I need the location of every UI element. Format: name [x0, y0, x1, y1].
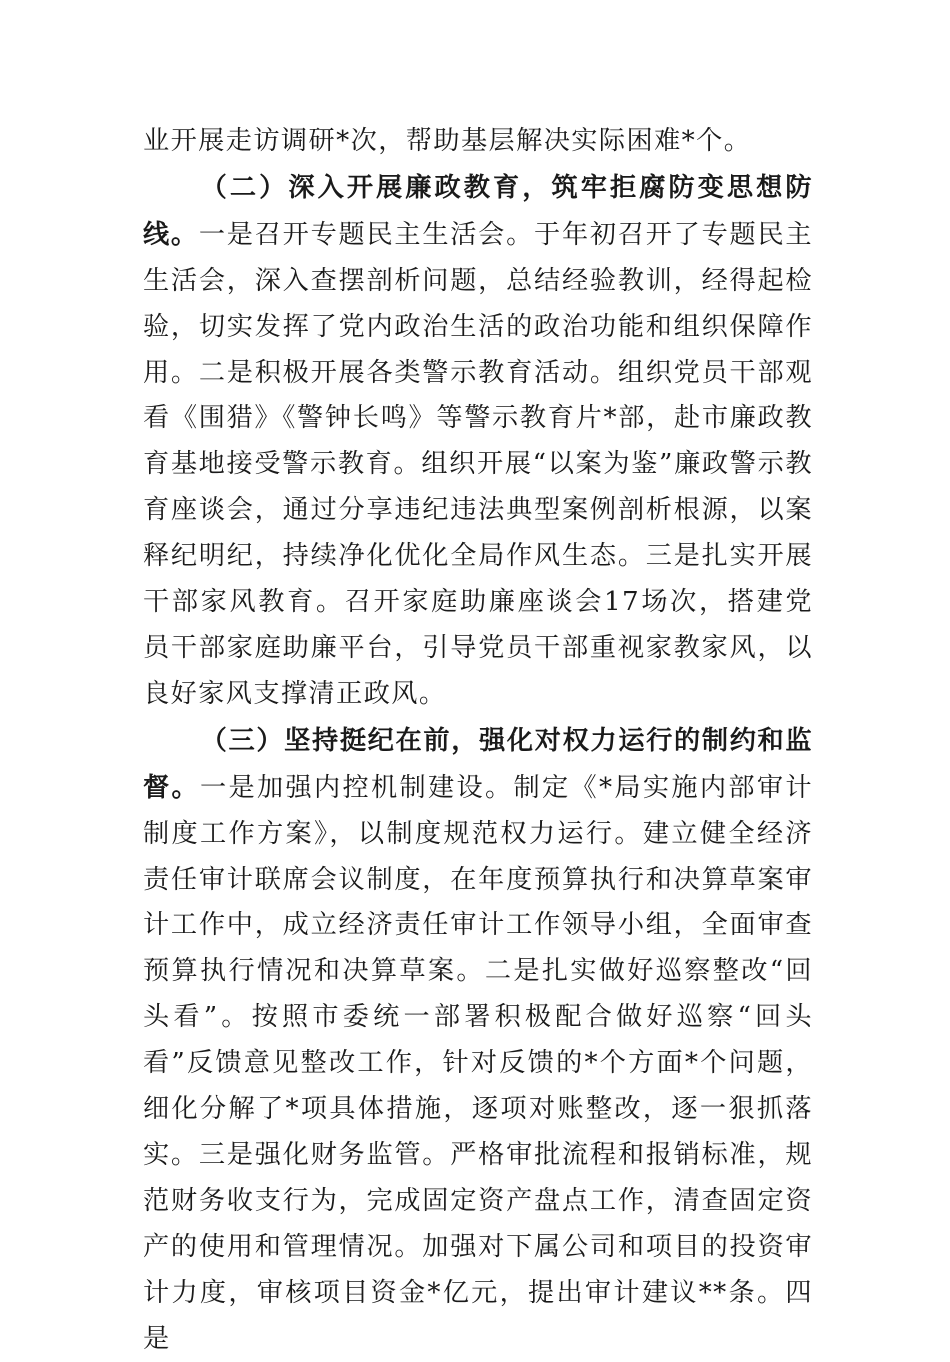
- document-body: [143, 119, 813, 1362]
- paragraph-text: 业开展走访调研*次，帮助基层解决实际困难*个。: [143, 126, 752, 156]
- paragraph-text: 一是加强内控机制建设。制定《*局实施内部审计制度工作方案》，以制度规范权力运行。建立健全经济责任审计联席会议制度，在年度预算执行和决算草案审计工作中，成立经济责任审计工作领导小组，全面审查预算执行情况和决算草案。二是扎实做好巡察整改“回头看”。按照市委统一部署积极配合做好巡察“回头看”反馈意见整改工作，针对反馈的*个方面*个问题，细化分解了*项具体措施，逐项对账整改，逐一狠抓落实。三是强化财务监管。严格审批流程和报销标准，规范财务收支行为，完成固定资产盘点工作，清查固定资产的使用和管理情况。加强对下属公司和项目的投资审计力度，审核项目资金*亿元，提出审计建议**条。四是: [143, 772, 813, 1354]
- paragraph-text: 一是召开专题民主生活会。于年初召开了专题民主生活会，深入查摆剖析问题，总结经验教训，经得起检验，切实发挥了党内政治生活的政治功能和组织保障作用。二是积极开展各类警示教育活动。组织党员干部观看《围猎》《警钟长鸣》等警示教育片*部，赴市廉政教育基地接受警示教育。组织开展“以案为鉴”廉政警示教育座谈会，通过分享违纪违法典型案例剖析根源，以案释纪明纪，持续净化优化全局作风生态。三是扎实开展干部家风教育。召开家庭助廉座谈会17场次，搭建党员干部家庭助廉平台，引导党员干部重视家教家风，以良好家风支撑清正政风。: [143, 219, 813, 709]
- paragraph-section-2: [143, 165, 813, 718]
- paragraph-heading: （二）深入开展廉政教育，筑牢拒腐防变思想防线。: [143, 171, 813, 250]
- paragraph-heading: （三）坚持挺纪在前，强化对权力运行的制约和监督。: [143, 724, 813, 803]
- paragraph-continuation: [143, 119, 813, 165]
- paragraph-section-3: [143, 718, 813, 1362]
